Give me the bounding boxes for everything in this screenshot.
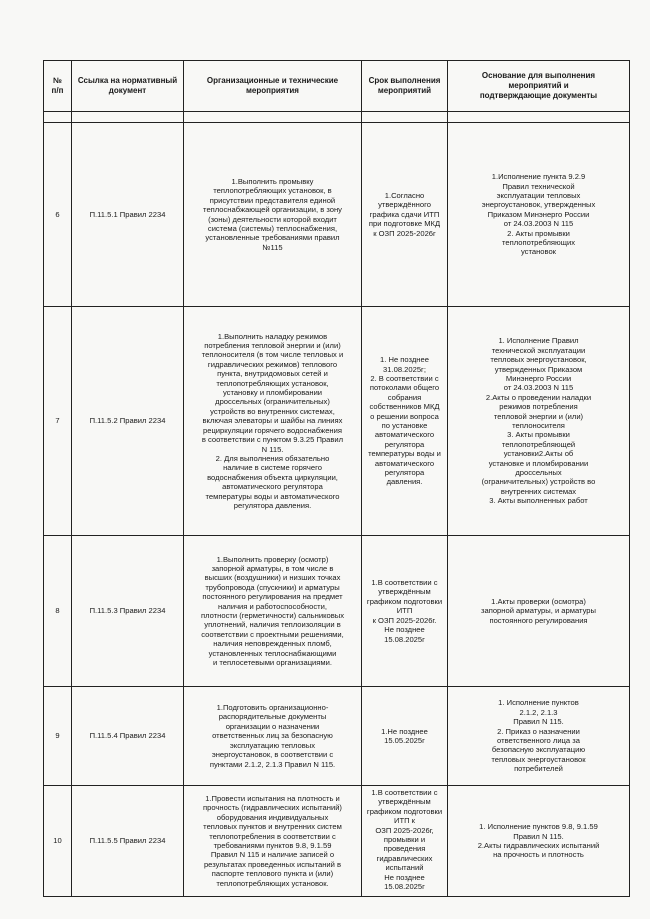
row-basis: 1.Акты проверки (осмотра) запорной арматуры, и арматуры постоянного регулирования	[448, 536, 630, 687]
table-row	[44, 786, 630, 897]
row-number: 10	[44, 786, 72, 897]
header-basis: Основание для выполнения мероприятий и подтверждающие документы	[448, 61, 630, 112]
row-number: 8	[44, 536, 72, 687]
table-row	[44, 307, 630, 536]
row-reference: П.11.5.4 Правил 2234	[72, 687, 184, 786]
header-reference: Ссылка на нормативный документ	[72, 61, 184, 112]
row-number: 7	[44, 307, 72, 536]
row-basis: 1. Исполнение пунктов 2.1.2, 2.1.3 Правил N 115. 2. Приказ о назначении ответственного лица за безопасную эксплуатацию тепловых энергоустановок потребителей	[448, 687, 630, 786]
row-measures: 1.Выполнить наладку режимов потребления тепловой энергии и (или) теплоносителя (в том числе тепловых и гидравлических режимов) теплового пункта, внутридомовых сетей и теплопотребляющих установок, установку и пломбировании дроссельных (ограничительных) устройств во внутренних системах, включая элеваторы и шайбы на линиях рециркуляции горячего водоснабжения в соответствии с пунктом 9.3.25 Правил N 115. 2. Для выполнения обязательно наличие в системе горячего водоснабжения объекта циркуляции, автоматического регулятора температуры воды и автоматического регулятора давления.	[184, 307, 362, 536]
row-reference: П.11.5.1 Правил 2234	[72, 123, 184, 307]
row-measures: 1.Провести испытания на плотность и прочность (гидравлических испытаний) оборудования индивидуальных тепловых пунктов и внутренних систем теплопотребления в соответствии с требованиями пунктов 9.8, 9.1.59 Правил N 115 и наличие записей о результатах проведенных испытаний в паспорте теплового пункта и (или) теплопотребляющих установок.	[184, 786, 362, 897]
header-deadline: Срок выполнения мероприятий	[362, 61, 448, 112]
row-number: 9	[44, 687, 72, 786]
table-row	[44, 123, 630, 307]
header-measures: Организационные и технические мероприятия	[184, 61, 362, 112]
measures-table	[43, 60, 630, 897]
row-reference: П.11.5.2 Правил 2234	[72, 307, 184, 536]
row-reference: П.11.5.5 Правил 2234	[72, 786, 184, 897]
row-number: 6	[44, 123, 72, 307]
table-row	[44, 536, 630, 687]
row-reference: П.11.5.3 Правил 2234	[72, 536, 184, 687]
row-measures: 1.Выполнить проверку (осмотр) запорной арматуры, в том числе в высших (воздушники) и низших точках трубопровода (спускники) и арматуры постоянного регулирования на предмет наличия и работоспособности, плотности (герметичности) сальниковых уплотнений, наличия теплоизоляции в соответствии с проектными решениями, наличия неповрежденных пломб, установленных теплоснабжающими и теплосетевыми организациями.	[184, 536, 362, 687]
header-number: № п/п	[44, 61, 72, 112]
row-basis: 1. Исполнение пунктов 9.8, 9.1.59 Правил N 115. 2.Акты гидравлических испытаний на прочность и плотность	[448, 786, 630, 897]
row-basis: 1.Исполнение пункта 9.2.9 Правил технической эксплуатации тепловых энергоустановок, утвержденных Приказом Минэнерго России от 24.03.2003 N 115 2. Акты промывки теплопотребляющих установок	[448, 123, 630, 307]
row-deadline: 1.В соответствии с утверждённым графиком подготовки ИТП к ОЗП 2025-2026г, промывки и проведения гидравлических испытаний Не позднее 15.08.2025г	[362, 786, 448, 897]
row-deadline: 1.Не позднее 15.05.2025г	[362, 687, 448, 786]
row-measures: 1.Подготовить организационно- распорядительные документы организации о назначении ответственных лиц за безопасную эксплуатацию тепловых энергоустановок, в соответствии с пунктами 2.1.2, 2.1.3 Правил N 115.	[184, 687, 362, 786]
row-deadline: 1. Не позднее 31.08.2025г; 2. В соответствии с потоколами общего собрания собственников МКД о решении вопроса по установке автоматического регулятора температуры воды и автоматического регулятора давления.	[362, 307, 448, 536]
table-header-row	[44, 61, 630, 112]
spacer-row	[44, 112, 630, 123]
row-deadline: 1.Согласно утверждённого графика сдачи ИТП при подготовке МКД к ОЗП 2025-2026г	[362, 123, 448, 307]
table-row	[44, 687, 630, 786]
row-basis: 1. Исполнение Правил технической эксплуатации тепловых энергоустановок, утвержденных Приказом Минэнерго России от 24.03.2003 N 115 2.Акты о проведении наладки режимов потребления тепловой энергии и (или) теплоносителя 3. Акты промывки теплопотребляющей установки2.Акты об установке и пломбировании дроссельных (ограничительных) устройств во внутренних системах 3. Акты выполненных работ	[448, 307, 630, 536]
row-measures: 1.Выполнить промывку теплопотребляющих установок, в присутствии представителя единой теплоснабжающей организации, в зону (зоны) деятельности которой входит система (системы) теплоснабжения, установленные требованиями правил №115	[184, 123, 362, 307]
row-deadline: 1.В соответствии с утверждённым графиком подготовки ИТП к ОЗП 2025-2026г. Не позднее 15.08.2025г	[362, 536, 448, 687]
